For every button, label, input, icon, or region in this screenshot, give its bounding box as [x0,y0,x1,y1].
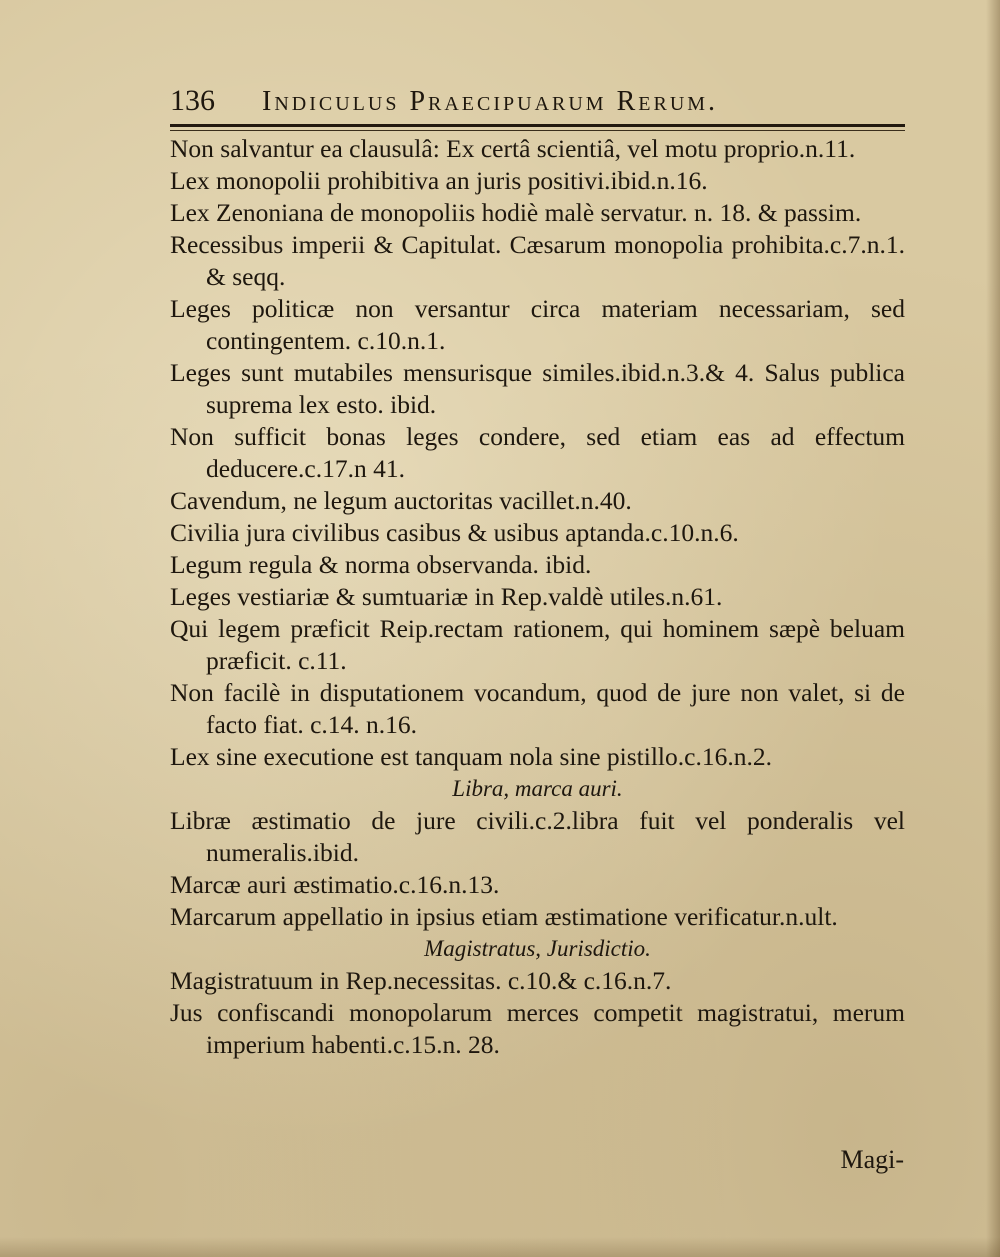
catchword: Magi- [840,1145,904,1174]
section-heading: Magistratus, Jurisdictio. [424,936,651,961]
index-entry: Civilia jura civilibus casibus & usibus aptanda.c.10.n.6. [170,518,739,547]
index-entry: Lex sine executione est tanquam nola sine pistillo.c.16.n.2. [170,742,772,771]
index-entry: Non salvantur ea clausulâ: Ex certâ scientiâ, vel motu proprio.n.11. [170,134,856,163]
page-edge-shadow [986,0,1000,1257]
index-entry: Lex Zenoniana de monopoliis hodiè malè servatur. n. 18. & passim. [170,198,862,227]
index-entry: Non sufficit bonas leges condere, sed etiam eas ad effectum deducere.c.17.n 41. [170,422,905,483]
index-entry: Leges politicæ non versantur circa materiam necessariam, sed contingentem. c.10.n.1. [170,294,905,355]
index-entry: Jus confiscandi monopolarum merces competit magistratui, merum imperium habenti.c.15.n. 28. [170,998,905,1059]
page-number: 136 [170,84,215,117]
header-rule [170,124,905,127]
index-entry: Libræ æstimatio de jure civili.c.2.libra fuit vel ponderalis vel numeralis.ibid. [170,806,905,867]
index-entry: Leges vestiariæ & sumtuariæ in Rep.valdè utiles.n.61. [170,582,723,611]
page-header [170,80,910,120]
index-entry: Leges sunt mutabiles mensurisque similes.ibid.n.3.& 4. Salus publica suprema lex esto. ibid. [170,358,905,419]
index-entries [170,133,905,1061]
index-entry: Legum regula & norma observanda. ibid. [170,550,592,579]
index-entry: Recessibus imperii & Capitulat. Cæsarum monopolia prohibita.c.7.n.1. & seqq. [170,230,905,291]
section-heading: Libra, marca auri. [452,776,623,801]
index-entry: Magistratuum in Rep.necessitas. c.10.& c.16.n.7. [170,966,672,995]
index-entry: Cavendum, ne legum auctoritas vacillet.n.40. [170,486,632,515]
index-entry: Marcarum appellatio in ipsius etiam æstimatione verificatur.n.ult. [170,902,838,931]
index-entry: Marcæ auri æstimatio.c.16.n.13. [170,870,500,899]
index-entry: Lex monopolii prohibitiva an juris positivi.ibid.n.16. [170,166,708,195]
index-entry: Qui legem præficit Reip.rectam rationem, qui hominem sæpè beluam præficit. c.11. [170,614,905,675]
page-bottom-shadow [0,1237,1000,1257]
index-entry: Non facilè in disputationem vocandum, quod de jure non valet, si de facto fiat. c.14. n.16. [170,678,905,739]
running-title: Indiculus Praecipuarum Rerum. [262,86,719,117]
header-rule-thin [170,130,905,131]
